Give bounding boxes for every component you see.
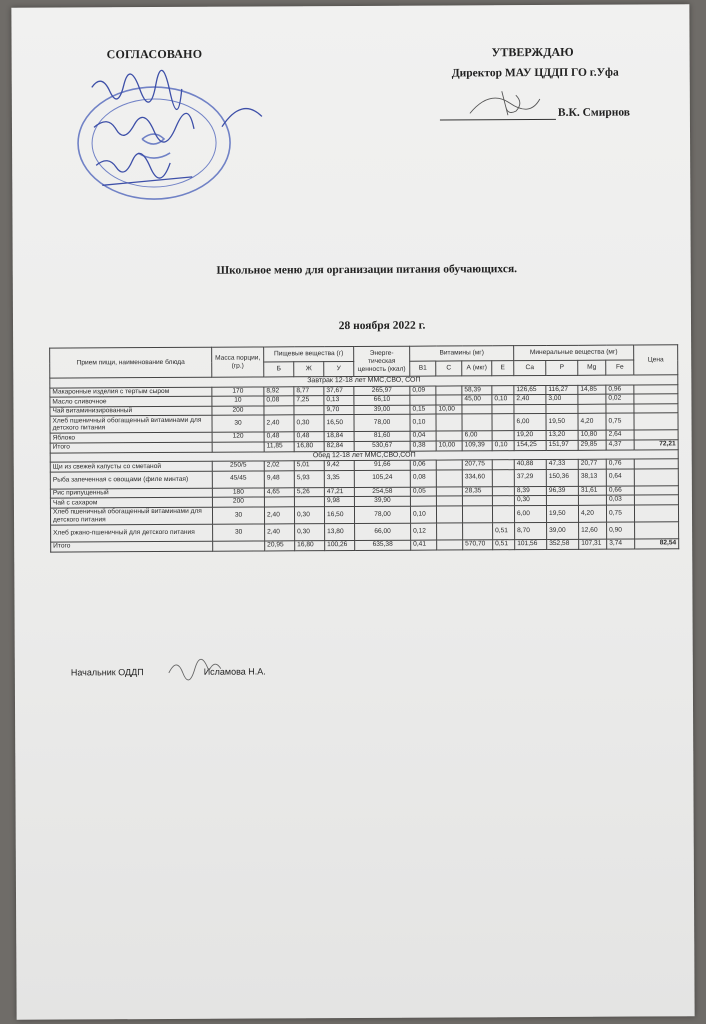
footer-name: Исламова Н.А. (203, 666, 266, 677)
cell-c (436, 386, 462, 396)
cell-zh (294, 405, 324, 415)
cell-price (635, 522, 679, 539)
cell-c: 10,00 (436, 405, 462, 415)
cell-fe (606, 404, 634, 414)
cell-zh: 0,30 (294, 415, 324, 432)
cell-mass: 45/45 (212, 471, 264, 488)
cell-fe: 0,75 (606, 413, 634, 430)
cell-b: 0,08 (264, 396, 294, 406)
cell-name: Хлеб пшеничный обогащенный витаминами для детского питания (50, 416, 212, 434)
cell-c (437, 523, 463, 540)
cell-b1: 0,10 (410, 506, 436, 523)
cell-b1: 0,06 (410, 460, 436, 470)
cell-price (634, 430, 678, 440)
header-e: Е (492, 361, 514, 376)
cell-ca: 8,39 (514, 486, 546, 496)
cell-c (436, 496, 462, 506)
menu-title: Школьное меню для организации питания обучающихся. (216, 263, 518, 277)
cell-kcal: 39,90 (354, 497, 410, 507)
cell-fe: 0,02 (606, 394, 634, 404)
header-b: Б (264, 362, 294, 377)
cell-kcal: 39,00 (354, 405, 410, 415)
cell-p: 150,36 (546, 469, 578, 486)
header-mass: Масса порции, (гр.) (212, 347, 264, 377)
cell-ca: 126,65 (514, 385, 546, 395)
cell-b1: 0,04 (410, 431, 436, 441)
header-b1: В1 (410, 361, 436, 376)
cell-kcal: 66,10 (354, 395, 410, 405)
cell-p: 96,39 (546, 486, 578, 496)
header-c: С (436, 361, 462, 376)
cell-b1: 0,10 (410, 414, 436, 431)
cell-u: 82,84 (324, 441, 354, 451)
cell-price: 82,54 (635, 539, 679, 549)
cell-mg (578, 496, 606, 506)
cell-name: Итого (51, 541, 213, 551)
cell-ca: 2,40 (514, 395, 546, 405)
cell-price (634, 469, 678, 486)
cell-zh: 0,48 (294, 432, 324, 442)
cell-fe: 0,64 (606, 469, 634, 486)
cell-a (462, 506, 492, 523)
cell-fe: 0,75 (606, 505, 634, 522)
cell-u: 16,50 (324, 506, 354, 523)
cell-mass: 200 (212, 497, 264, 507)
cell-name: Яблоко (50, 433, 212, 443)
cell-fe: 0,96 (606, 385, 634, 395)
cell-zh: 0,30 (295, 524, 325, 541)
cell-mass (212, 442, 264, 452)
cell-a: 6,00 (462, 431, 492, 441)
cell-kcal: 635,38 (355, 540, 411, 550)
header-nutrients: Пищевые вещества (г) (264, 346, 354, 361)
cell-kcal: 530,67 (354, 441, 410, 451)
cell-ca: 6,00 (514, 414, 546, 431)
cell-p: 19,50 (546, 414, 578, 431)
cell-p: 19,50 (546, 505, 578, 522)
cell-mg (578, 404, 606, 414)
cell-kcal: 254,58 (354, 487, 410, 497)
cell-mg: 29,85 (578, 440, 606, 450)
cell-c (436, 431, 462, 441)
cell-u: 0,13 (324, 396, 354, 406)
cell-e: 0,10 (492, 395, 514, 405)
cell-zh: 5,93 (294, 470, 324, 487)
cell-price (635, 505, 679, 522)
header-zh: Ж (294, 362, 324, 377)
cell-b: 2,40 (264, 507, 294, 524)
cell-kcal: 105,24 (354, 470, 410, 487)
cell-p: 352,58 (547, 539, 579, 549)
menu-date: 28 ноября 2022 г. (338, 319, 426, 333)
cell-b: 2,40 (265, 524, 295, 541)
cell-name: Рис припущенный (50, 488, 212, 498)
cell-mass: 30 (212, 415, 264, 432)
cell-b: 9,48 (264, 471, 294, 488)
cell-price (634, 486, 678, 496)
cell-zh: 16,80 (295, 541, 325, 551)
cell-zh: 16,80 (294, 442, 324, 452)
cell-kcal: 81,60 (354, 432, 410, 442)
cell-p: 39,00 (547, 522, 579, 539)
cell-zh (294, 497, 324, 507)
cell-u: 9,98 (324, 497, 354, 507)
cell-b: 0,48 (264, 432, 294, 442)
cell-name: Масло сливочное (50, 396, 212, 406)
cell-p: 116,27 (546, 385, 578, 395)
cell-name: Хлеб ржано-пшеничный для детского питания (51, 524, 213, 542)
cell-mg: 4,20 (578, 414, 606, 431)
cell-p: 151,97 (546, 440, 578, 450)
cell-mg: 14,85 (578, 385, 606, 395)
cell-price (634, 404, 678, 414)
cell-zh: 0,30 (294, 507, 324, 524)
cell-a: 45,00 (462, 395, 492, 405)
cell-price (634, 459, 678, 469)
cell-fe: 3,74 (607, 539, 635, 549)
cell-b1: 0,05 (410, 487, 436, 497)
cell-e (492, 496, 514, 506)
cell-u: 16,50 (324, 415, 354, 432)
approval-stamp (72, 66, 273, 217)
cell-zh: 8,77 (294, 386, 324, 396)
cell-ca: 8,70 (515, 522, 547, 539)
cell-name: Макаронные изделия с тертым сыром (50, 387, 212, 397)
cell-e: 0,10 (492, 441, 514, 451)
cell-u: 18,84 (324, 432, 354, 442)
cell-b: 4,65 (264, 488, 294, 498)
cell-a: 334,60 (462, 470, 492, 487)
cell-zh: 7,25 (294, 396, 324, 406)
cell-u: 3,35 (324, 470, 354, 487)
cell-price (634, 495, 678, 505)
cell-zh: 5,26 (294, 487, 324, 497)
section-title: Обед 12-18 лет ММС,СВО,СОП (50, 449, 678, 462)
cell-name: Рыба запеченная с овощами (филе минтая) (50, 471, 212, 489)
cell-b1: 0,09 (410, 386, 436, 396)
cell-u: 13,80 (325, 523, 355, 540)
cell-p: 13,20 (546, 431, 578, 441)
cell-a (462, 414, 492, 431)
cell-e (492, 460, 514, 470)
cell-a: 570,70 (463, 540, 493, 550)
cell-mg: 12,60 (579, 522, 607, 539)
cell-u: 9,42 (324, 461, 354, 471)
section-title: Завтрак 12-18 лет ММС,СВО, СОП (50, 375, 678, 388)
director-signature (462, 85, 572, 126)
footer-role: Начальник ОДДП (70, 667, 144, 678)
cell-a: 58,39 (462, 385, 492, 395)
cell-mass: 10 (212, 396, 264, 406)
cell-fe: 0,90 (607, 522, 635, 539)
cell-b1: 0,15 (410, 405, 436, 415)
cell-p: 3,00 (546, 395, 578, 405)
cell-e (492, 469, 514, 486)
cell-b (264, 406, 294, 416)
cell-b1: 0,12 (411, 523, 437, 540)
cell-price (634, 384, 678, 394)
cell-a (462, 405, 492, 415)
cell-name: Щи из свежей капусты со сметаной (50, 461, 212, 471)
cell-fe: 0,66 (606, 486, 634, 496)
header-p: Р (546, 360, 578, 375)
cell-name: Хлеб пшеничный обогащенный витаминами для детского питания (50, 507, 212, 525)
cell-ca: 6,00 (514, 505, 546, 522)
cell-c: 10,00 (436, 441, 462, 451)
cell-b1 (410, 395, 436, 405)
cell-e: 0,51 (493, 540, 515, 550)
cell-ca: 101,56 (515, 539, 547, 549)
cell-fe: 2,64 (606, 430, 634, 440)
cell-p (546, 496, 578, 506)
cell-mass: 120 (212, 432, 264, 442)
cell-c (436, 487, 462, 497)
cell-b: 2,40 (264, 415, 294, 432)
cell-a (462, 496, 492, 506)
cell-mg: 107,31 (579, 539, 607, 549)
cell-a (463, 523, 493, 540)
cell-mg: 10,80 (578, 431, 606, 441)
cell-a: 109,39 (462, 441, 492, 451)
cell-mg: 38,13 (578, 469, 606, 486)
cell-e (492, 486, 514, 496)
cell-e (492, 431, 514, 441)
header-u: У (324, 361, 354, 376)
cell-zh: 5,01 (294, 461, 324, 471)
cell-name: Чай витаминизированный (50, 406, 212, 416)
cell-b: 20,95 (265, 541, 295, 551)
cell-price (634, 394, 678, 404)
cell-e (492, 414, 514, 431)
cell-kcal: 78,00 (354, 506, 410, 523)
cell-fe: 0,03 (606, 495, 634, 505)
cell-mg: 20,77 (578, 459, 606, 469)
cell-mass: 250/5 (212, 461, 264, 471)
cell-e: 0,51 (493, 523, 515, 540)
cell-mass: 200 (212, 406, 264, 416)
cell-u: 37,67 (324, 386, 354, 396)
header-vitamins: Витамины (мг) (410, 346, 514, 362)
cell-name: Итого (50, 442, 212, 452)
cell-mass: 30 (212, 507, 264, 524)
cell-c (436, 470, 462, 487)
header-ca: Са (514, 360, 546, 375)
cell-b: 2,02 (264, 461, 294, 471)
header-mg: Mg (578, 360, 606, 375)
cell-kcal: 78,00 (354, 415, 410, 432)
approve-label: УТВЕРЖДАЮ (491, 44, 574, 60)
cell-b1: 0,08 (410, 470, 436, 487)
cell-e (492, 506, 514, 523)
cell-c (436, 506, 462, 523)
cell-mass: 170 (212, 387, 264, 397)
director-name: В.К. Смирнов (557, 106, 631, 119)
cell-kcal: 265,97 (354, 386, 410, 396)
cell-price: 72,21 (634, 440, 678, 450)
cell-mg: 4,20 (578, 505, 606, 522)
cell-c (437, 540, 463, 550)
cell-u: 100,26 (325, 540, 355, 550)
cell-ca: 37,29 (514, 469, 546, 486)
cell-kcal: 66,00 (355, 523, 411, 540)
cell-b1: 0,41 (411, 540, 437, 550)
cell-mass: 180 (212, 488, 264, 498)
cell-mass (213, 541, 265, 551)
cell-b1 (410, 496, 436, 506)
cell-mg: 31,61 (578, 486, 606, 496)
cell-u: 47,21 (324, 487, 354, 497)
cell-ca: 40,88 (514, 460, 546, 470)
header-fe: Fe (606, 360, 634, 375)
cell-e (492, 404, 514, 414)
cell-a: 28,35 (462, 487, 492, 497)
cell-mass: 30 (213, 524, 265, 541)
cell-e (492, 385, 514, 395)
cell-price (634, 413, 678, 430)
cell-ca: 19,20 (514, 431, 546, 441)
cell-b (264, 497, 294, 507)
header-meal: Прием пищи, наименование блюда (50, 347, 212, 378)
director-title: Директор МАУ ЦДДП ГО г.Уфа (451, 66, 619, 80)
cell-ca: 0,30 (514, 496, 546, 506)
header-energy: Энерге-тическая ценность (ккал) (354, 346, 410, 376)
agreed-label: СОГЛАСОВАНО (106, 46, 203, 62)
footer-signature (165, 655, 225, 681)
header-price: Цена (634, 345, 678, 375)
cell-b: 8,92 (264, 386, 294, 396)
document-page (11, 4, 694, 1020)
cell-u: 9,70 (324, 405, 354, 415)
cell-c (436, 414, 462, 431)
cell-c (436, 460, 462, 470)
header-minerals: Минеральные вещества (мг) (514, 345, 634, 361)
cell-fe: 0,76 (606, 459, 634, 469)
header-a: А (мкг) (462, 361, 492, 376)
cell-b1: 0,38 (410, 441, 436, 451)
cell-name: Чай с сахаром (50, 498, 212, 508)
cell-mg (578, 394, 606, 404)
cell-b: 11,85 (264, 442, 294, 452)
cell-kcal: 91,66 (354, 460, 410, 470)
cell-fe: 4,37 (606, 440, 634, 450)
menu-table (49, 344, 679, 552)
total-row (51, 539, 679, 552)
cell-c (436, 395, 462, 405)
cell-ca (514, 404, 546, 414)
cell-p (546, 404, 578, 414)
menu-table-body (50, 375, 679, 552)
cell-a: 207,75 (462, 460, 492, 470)
cell-p: 47,33 (546, 459, 578, 469)
cell-ca: 154,25 (514, 440, 546, 450)
